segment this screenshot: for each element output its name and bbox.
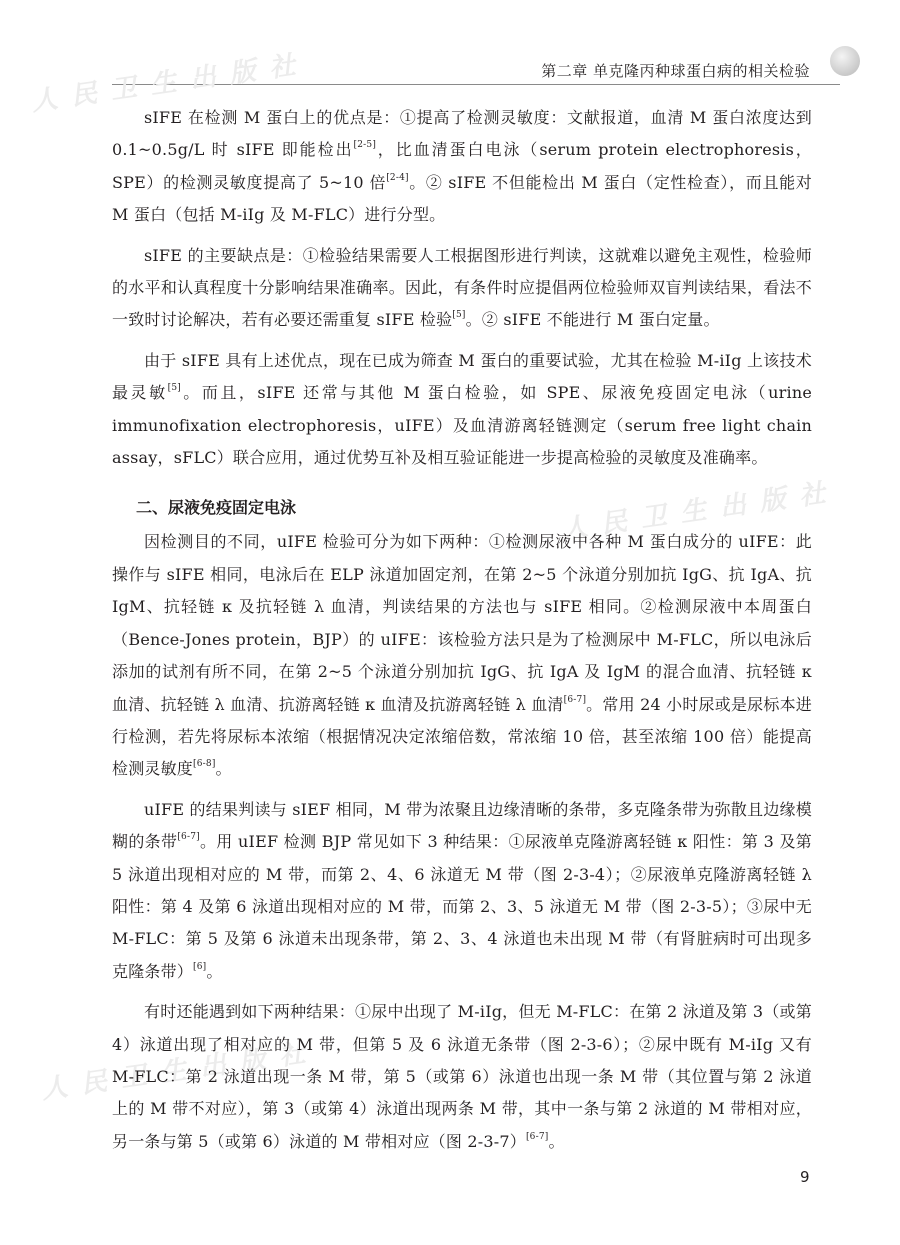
text-run: 。而且，sIFE 还常与其他 M 蛋白检验，如 SPE、尿液免疫固定电泳（urine immunofixation electrophoresis，uIFE）及血清游离轻链测定（serum free light chain assay，sFLC）联合应用，通过优势互补及相互验证能进一步提高检验的灵敏度及准确率。	[112, 383, 812, 468]
paragraph-uife-other-results	[112, 996, 812, 1158]
citation: [6-8]	[193, 759, 216, 770]
chapter-tab-marker	[830, 46, 860, 76]
citation: [2-5]	[353, 140, 377, 151]
publisher-watermark: 人民卫生出版社	[39, 1036, 322, 1106]
text-run: 。	[548, 1131, 565, 1151]
citation: [6-7]	[563, 694, 587, 705]
text-run: 。	[215, 759, 232, 779]
citation: [2-4]	[386, 172, 409, 183]
citation: [6]	[193, 961, 207, 972]
paragraph-uife-types	[112, 526, 812, 785]
section-heading: 二、尿液免疫固定电泳	[136, 498, 297, 518]
paragraph-uife-results	[112, 794, 812, 988]
paragraph-sife-disadvantages	[112, 240, 812, 337]
paragraph-sife-advantages	[112, 102, 812, 232]
text-run: 。常用 24 小时尿或是尿标本进行检测，若先将尿标本浓缩（根据情况决定浓缩倍数，常浓缩 10 倍，甚至浓缩 100 倍）能提高检测灵敏度	[112, 694, 812, 779]
publisher-watermark: 人民卫生出版社	[559, 476, 842, 546]
text-run: 因检测目的不同，uIFE 检验可分为如下两种：①检测尿液中各种 M 蛋白成分的 uIFE：此操作与 sIFE 相同，电泳后在 ELP 泳道加固定剂，在第 2~5 个泳道分别加抗 IgG、抗 IgA、抗 IgM、抗轻链 κ 及抗轻链 λ 血清，判读结果的方法也与 sIFE 相同。②检测尿液中本周蛋白（Bence-Jones protein，BJP）的 uIFE：该检验方法只是为了检测尿中 M-FLC，所以电泳后添加的试剂有所不同，在第 2~5 个泳道分别加抗 IgG、抗 IgA 及 IgM 的混合血清、抗轻链 κ 血清、抗轻链 λ 血清、抗游离轻链 κ 血清及抗游离轻链 λ 血清	[112, 532, 812, 714]
text-run: 。	[206, 961, 223, 981]
text-run: uIFE 的结果判读与 sIEF 相同，M 带为浓聚且边缘清晰的条带，多克隆条带为弥散且边缘模糊的条带	[112, 799, 812, 852]
citation: [6-7]	[177, 832, 200, 843]
citation: [6-7]	[525, 1131, 549, 1142]
citation: [5]	[167, 383, 181, 394]
chapter-title: 第二章 单克隆丙种球蛋白病的相关检验	[541, 62, 810, 80]
text-run: sIFE 在检测 M 蛋白上的优点是：①提高了检测灵敏度：文献报道，血清 M 蛋白浓度达到 0.1~0.5g/L 时 sIFE 即能检出	[112, 108, 812, 160]
text-run: 。② sIFE 不但能检出 M 蛋白（定性检查），而且能对 M 蛋白（包括 M-iIg 及 M-FLC）进行分型。	[112, 172, 812, 225]
publisher-watermark: 人民卫生出版社	[29, 48, 312, 118]
text-run: 有时还能遇到如下两种结果：①尿中出现了 M-iIg，但无 M-FLC：在第 2 泳道及第 3（或第 4）泳道出现了相对应的 M 带，但第 5 及 6 泳道无条带（图 2-3-6）；②尿中既有 M-iIg 又有 M-FLC：第 2 泳道出现一条 M 带，第 5（或第 6）泳道也出现一条 M 带（其位置与第 2 泳道上的 M 带不对应），第 3（或第 4）泳道出现两条 M 带，其中一条与第 2 泳道的 M 带相对应，另一条与第 5（或第 6）泳道的 M 带相对应（图 2-3-7）	[112, 1002, 812, 1151]
paragraph-sife-applications	[112, 345, 812, 475]
text-run: sIFE 的主要缺点是：①检验结果需要人工根据图形进行判读，这就难以避免主观性，检验师的水平和认真程度十分影响结果准确率。因此，有条件时应提倡两位检验师双盲判读结果，看法不一致时讨论解决，若有必要还需重复 sIFE 检验	[112, 245, 812, 330]
text-run: 由于 sIFE 具有上述优点，现在已成为筛查 M 蛋白的重要试验，尤其在检验 M-iIg 上该技术最灵敏	[112, 350, 812, 403]
text-run: 。用 uIEF 检测 BJP 常见如下 3 种结果：①尿液单克隆游离轻链 κ 阳性：第 3 及第 5 泳道出现相对应的 M 带，而第 2、4、6 泳道无 M 带（图 2-3-4）；②尿液单克隆游离轻链 λ 阳性：第 4 及第 6 泳道出现相对应的 M 带，而第 2、3、5 泳道无 M 带（图 2-3-5）；③尿中无 M-FLC：第 5 及第 6 泳道未出现条带，第 2、3、4 泳道也未出现 M 带（有肾脏病时可出现多克隆条带）	[112, 832, 812, 981]
text-run: 。② sIFE 不能进行 M 蛋白定量。	[465, 310, 720, 330]
page-number: 9	[800, 1168, 810, 1186]
page-body	[112, 102, 812, 1166]
text-run: ，比血清蛋白电泳（serum protein electrophoresis，SPE）的检测灵敏度提高了 5~10 倍	[112, 140, 812, 192]
citation: [5]	[452, 310, 466, 321]
